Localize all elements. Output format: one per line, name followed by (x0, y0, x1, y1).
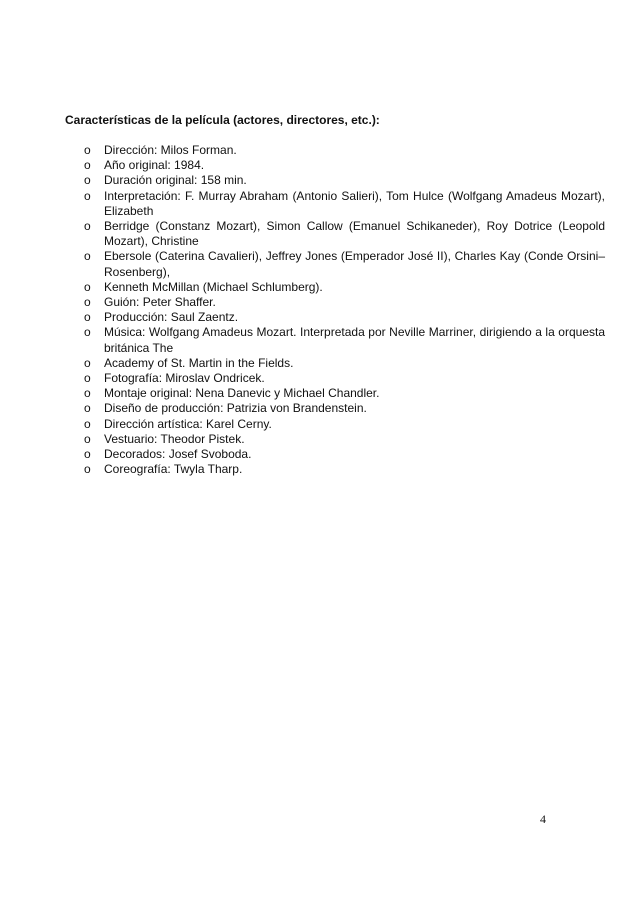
bullet-marker: o (84, 447, 91, 462)
bullet-marker: o (84, 279, 91, 294)
list-item (84, 310, 605, 325)
list-item-text: Fotografía: Miroslav Ondricek. (104, 371, 265, 386)
list-item (84, 325, 605, 355)
list-item-text: Vestuario: Theodor Pistek. (104, 431, 245, 446)
list-item (84, 417, 605, 432)
list-item-text: Guión: Peter Shaffer. (104, 295, 216, 310)
list-item-text: Academy of St. Martin in the Fields. (104, 355, 294, 370)
list-item-text: Decorados: Josef Svoboda. (104, 447, 252, 462)
bullet-marker: o (84, 386, 91, 401)
list-item-text: Diseño de producción: Patrizia von Brandenstein. (104, 401, 367, 416)
list-item-text: Coreografía: Twyla Tharp. (104, 462, 243, 477)
list-item (84, 371, 605, 386)
list-item (84, 189, 605, 219)
list-item (84, 158, 605, 173)
bullet-marker: o (84, 431, 91, 446)
list-item (84, 219, 605, 249)
list-item (84, 432, 605, 447)
bullet-marker: o (84, 249, 91, 264)
list-item-text: Dirección artística: Karel Cerny. (104, 416, 272, 431)
list-item (84, 173, 605, 188)
list-item (84, 462, 605, 477)
bullet-marker: o (84, 310, 91, 325)
list-item-text: Kenneth McMillan (Michael Schlumberg). (104, 279, 323, 294)
list-item (84, 295, 605, 310)
bullet-marker: o (84, 158, 91, 173)
page-number: 4 (540, 812, 546, 826)
bullet-marker: o (84, 188, 91, 203)
list-item-text: Duración original: 158 min. (104, 173, 247, 188)
bullet-marker: o (84, 462, 91, 477)
list-item (84, 280, 605, 295)
list-item-text: Berridge (Constanz Mozart), Simon Callow (Emanuel Schikaneder), Roy Dotrice (Leopold Mozart), Christine (104, 219, 605, 249)
section-heading: Características de la película (actores, directores, etc.): (65, 113, 380, 127)
bullet-marker: o (84, 325, 91, 340)
bullet-marker: o (84, 355, 91, 370)
list-item-text: Producción: Saul Zaentz. (104, 310, 239, 325)
list-item (84, 447, 605, 462)
bullet-marker: o (84, 401, 91, 416)
list-item (84, 386, 605, 401)
bullet-marker: o (84, 371, 91, 386)
credits-list (84, 143, 605, 477)
list-item-text: Interpretación: F. Murray Abraham (Antonio Salieri), Tom Hulce (Wolfgang Amadeus Mozart), Elizabeth (104, 188, 605, 218)
list-item-text: Dirección: Milos Forman. (104, 143, 237, 157)
list-item-text: Ebersole (Caterina Cavalieri), Jeffrey Jones (Emperador José II), Charles Kay (Conde Orsini–Rosenberg), (104, 249, 605, 279)
list-item-text: Montaje original: Nena Danevic y Michael Chandler. (104, 386, 380, 401)
list-item (84, 401, 605, 416)
list-item (84, 143, 605, 158)
list-item (84, 356, 605, 371)
bullet-marker: o (84, 173, 91, 188)
list-item-text: Música: Wolfgang Amadeus Mozart. Interpretada por Neville Marriner, dirigiendo a la orquesta británica The (104, 325, 605, 355)
bullet-marker: o (84, 416, 91, 431)
list-item (84, 249, 605, 279)
bullet-marker: o (84, 143, 91, 157)
bullet-marker: o (84, 295, 91, 310)
bullet-marker: o (84, 219, 91, 234)
list-item-text: Año original: 1984. (104, 158, 205, 173)
